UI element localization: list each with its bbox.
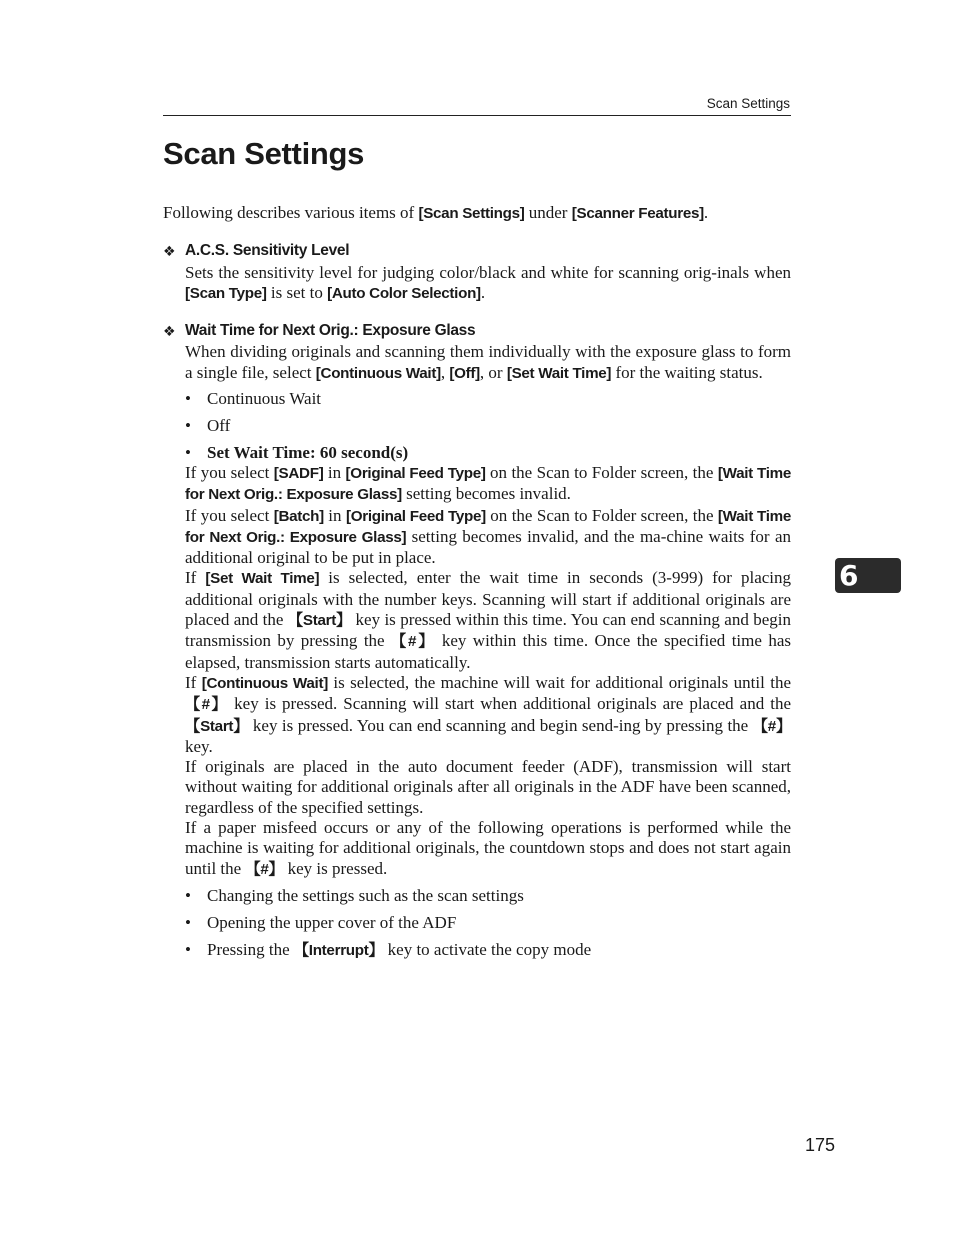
wait-time-details <box>163 463 791 880</box>
continuous-wait-note: If [Continuous Wait] is selected, the machine will wait for additional originals until the 【#】 key is pressed. Scanning will start when additional originals are placed and the 【Start】 key is pressed. You can end scanning and begin send-ing by pressing the 【#】 key. <box>185 672 792 756</box>
section-acs-sensitivity <box>163 241 791 304</box>
page-content <box>163 203 791 967</box>
chapter-tab: 6 <box>835 558 901 593</box>
misfeed-note: If a paper misfeed occurs or any of the following operations is performed while the machine is waiting for additional originals, the countdown stops and does not start again until the 【#】 key is pressed. <box>185 818 791 878</box>
section-heading: ❖ A.C.S. Sensitivity Level <box>163 241 791 261</box>
section-body: Sets the sensitivity level for judging color/black and white for scanning orig-inals when [Scan Type] is set to [Auto Color Selection]. <box>185 262 791 302</box>
list-item: • Opening the upper cover of the ADF <box>185 912 457 932</box>
list-item: • Pressing the 【Interrupt】 key to activate the copy mode <box>185 939 592 959</box>
page-number: 175 <box>804 1135 835 1155</box>
set-wait-time-note: If [Set Wait Time] is selected, enter the wait time in seconds (3-999) for placing additional originals with the number keys. Scanning will start if additional originals are placed and the 【Start】 key is pressed within this time. You can end scanning and begin transmission by pressing the 【#】 key within this time. Once the specified time has elapsed, transmission starts automatically. <box>185 568 792 672</box>
batch-note: If you select [Batch] in [Original Feed Type] on the Scan to Folder screen, the [Wait Time for Next Orig.: Exposure Glass] setting becomes invalid, and the ma-chine waits for an additional original to be put in place. <box>185 505 791 568</box>
wait-options-list <box>163 389 791 463</box>
header-rule <box>163 115 791 116</box>
list-item: • Continuous Wait <box>185 389 322 409</box>
sadf-note: If you select [SADF] in [Original Feed Type] on the Scan to Folder screen, the [Wait Time for Next Orig.: Exposure Glass] setting becomes invalid. <box>185 462 791 504</box>
key-scan-settings: [Scan Settings] <box>418 205 525 222</box>
list-item: • Changing the settings such as the scan settings <box>185 885 524 905</box>
section-wait-time <box>163 321 791 961</box>
list-item: • Set Wait Time: 60 second(s) <box>185 442 409 462</box>
page-title: Scan Settings <box>163 136 365 171</box>
diamond-bullet-icon: ❖ <box>163 243 176 260</box>
intro-paragraph: Following describes various items of [Scan Settings] under [Scanner Features]. <box>163 203 709 222</box>
section-heading: ❖ Wait Time for Next Orig.: Exposure Glass <box>163 321 791 341</box>
adf-note: If originals are placed in the auto document feeder (ADF), transmission will start without waiting for additional originals after all originals in the ADF have been scanned, regardless of the specified settings. <box>185 757 791 817</box>
key-scanner-features: [Scanner Features] <box>571 205 704 222</box>
wait-time-intro: When dividing originals and scanning them individually with the exposure glass to form a single file, select [Continuous Wait], [Off], or [Set Wait Time] for the waiting status. <box>185 342 791 382</box>
operations-list <box>163 886 791 961</box>
list-item: • Off <box>185 415 231 435</box>
diamond-bullet-icon: ❖ <box>163 323 176 340</box>
running-header: Scan Settings <box>706 96 790 111</box>
